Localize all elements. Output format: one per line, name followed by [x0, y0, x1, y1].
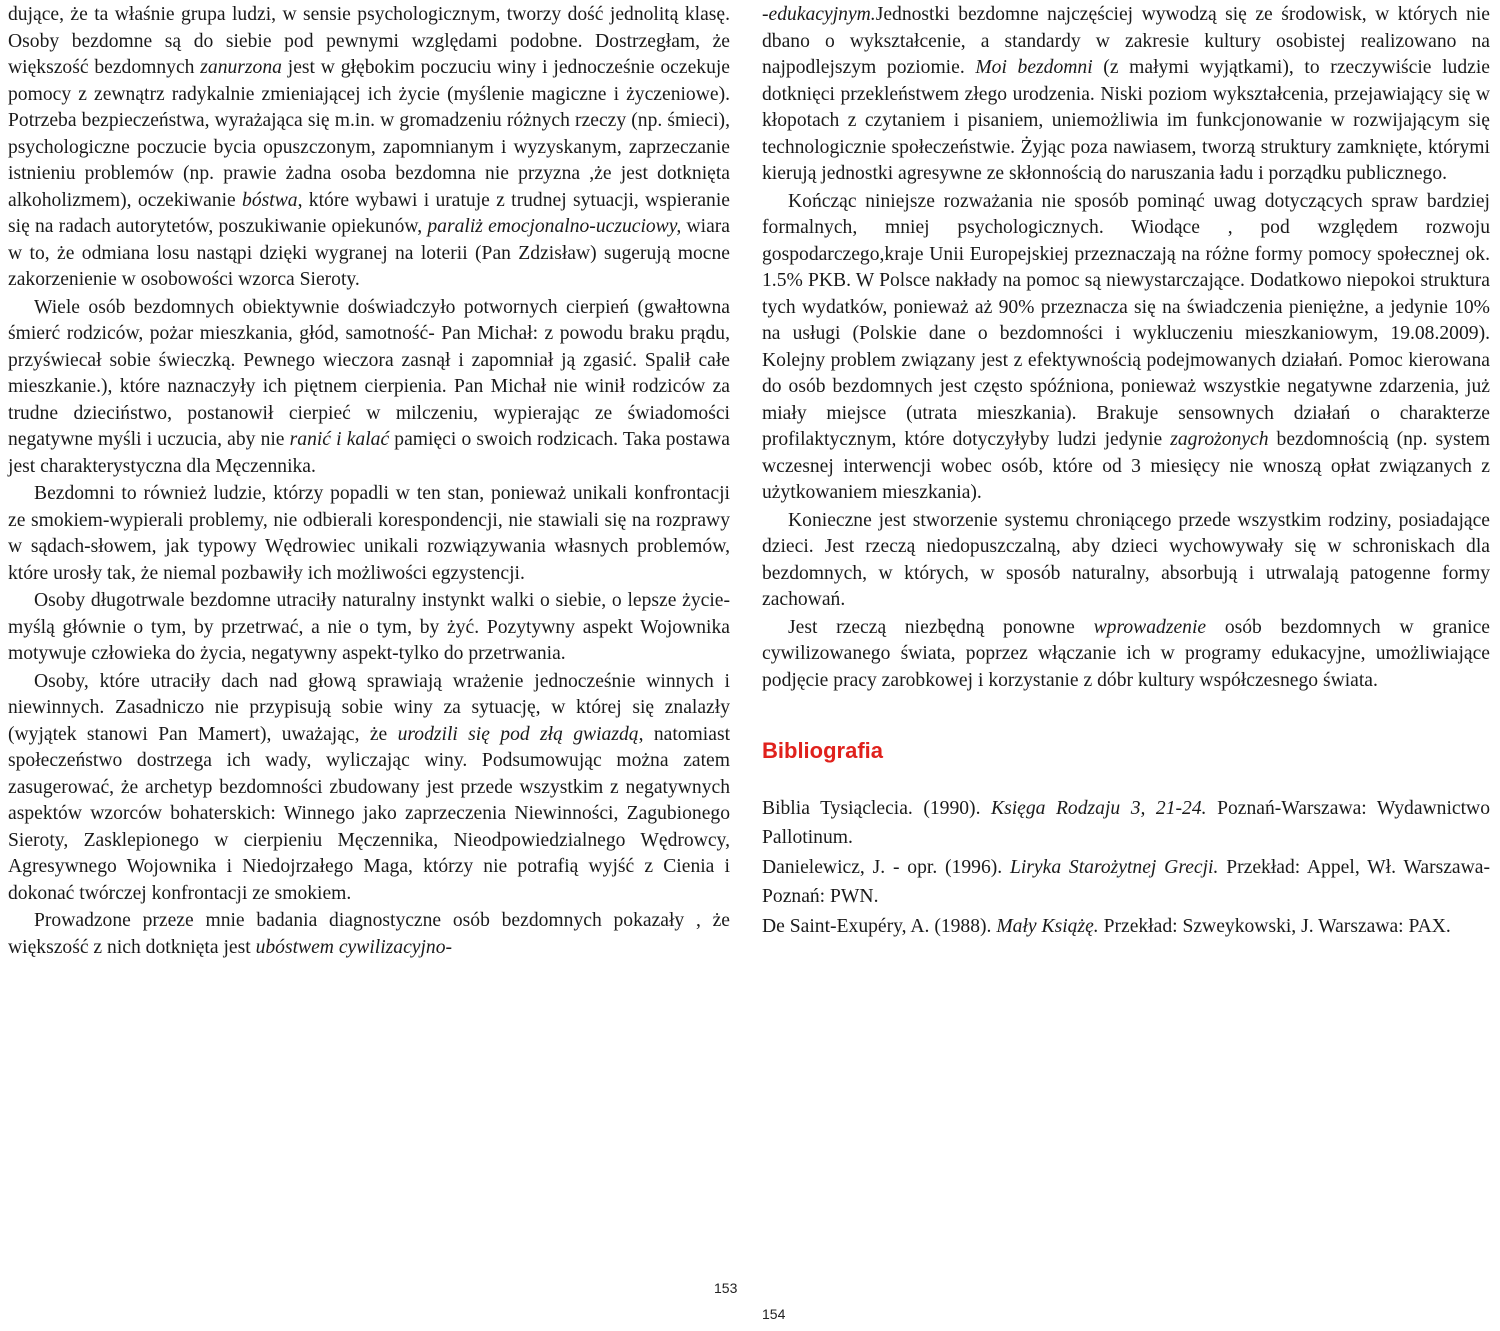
text-run: Bezdomni to również ludzie, którzy popadli w ten stan, ponieważ unikali konfrontacji ze smokiem-wypierali problemy, nie odbierali korespondencji, nie stawiali się na rozprawy w sądach-słowem, jak typowy Wędrowiec unikali rozwiązywania własnych problemów, które urosły tak, że niemal pozbawiły ich możliwości egzystencji. — [8, 483, 730, 584]
text-run: Kończąc niniejsze rozważania nie sposób pominąć uwag dotyczących spraw bardziej formalnych, mniej psychologicznych. Wiodące , pod względem rozwoju gospodarczego,kraje Unii Europejskiej przeznaczają na różne formy pomocy społecznej ok. 1.5% PKB. W Polsce nakłady na pomoc są niewystarczające. Dodatkowo niepokoi struktura tych wydatków, ponieważ aż 90% przeznacza się na świadczenia pieniężne, a jedynie 10% na usługi (Polskie dane o bezdomności i wykluczeniu mieszkaniowym, 19.08.2009). Kolejny problem związany jest z efektywnością podejmowanych działań. Pomoc kierowana do osób bezdomnych jest często spóźniona, ponieważ wszystkie negatywne zdarzenia, już miały miejsce (utrata mieszkania). Brakuje sensownych działań o charakterze profilaktycznym, które dotyczyłyby ludzi jedynie — [762, 190, 1490, 450]
text-run: (z małymi wyjątkami), to rzeczywiście ludzie dotknięci przekleństwem złego urodzenia. Niski poziom wykształcenia, przejawiający się w kłopotach z czytaniem i pisaniem, uniemożliwia im funkcjonowanie w rozwijającym się technologicznie społeczeństwie. Żyjąc poza nawiasem, tworzą struktury zamknięte, którymi kierują jednostki agresywne ze skłonnością do naruszania ładu i porządku publicznego. — [762, 57, 1490, 184]
text-run: Jest rzeczą niezbędną ponowne — [788, 616, 1094, 638]
text-run: dujące, że ta właśnie grupa ludzi, w sensie psychologicznym, tworzy dość jednolitą klasę. Osoby bezdomne są do siebie pod pewnymi względami podobne. Dostrzegłam, że większość bezdomnych — [8, 4, 730, 78]
bibliography-entry — [762, 912, 1490, 941]
paragraph — [762, 508, 1490, 614]
paragraph — [8, 481, 730, 587]
bibliography-list — [762, 794, 1490, 941]
text-run: Prowadzone przeze mnie badania diagnostyczne osób bezdomnych pokazały , że większość z nich dotknięta jest — [8, 910, 730, 958]
text-run: bezdomnością (np. system wczesnej interwencji wobec osób, które od 3 miesięcy nie wnoszą opłat związanych z użytkowaniem mieszkania). — [762, 429, 1490, 503]
text-run: Danielewicz, J. - opr. (1996). — [762, 857, 1010, 878]
text-run: Przekład: Szweykowski, J. Warszawa: PAX. — [1098, 916, 1451, 937]
paragraph — [8, 295, 730, 481]
italic-text: Księga Rodzaju 3, 21-24. — [991, 798, 1207, 819]
text-run: pamięci o swoich rodzicach. Taka postawa jest charakterystyczna dla Męczennika. — [8, 429, 730, 477]
italic-text: Liryka Starożytnej Grecji. — [1009, 857, 1219, 878]
italic-text: paraliż emocjonalno-uczuciowy, — [427, 216, 682, 237]
text-run: Jednostki bezdomne najczęściej wywodzą się ze środowisk, w których nie dbano o wykształcenie, a standardy w zakresie kultury osobistej realizowano na najpodlejszym poziomie. — [762, 4, 1490, 78]
right-page-text — [762, 2, 1490, 941]
page-number-left: 153 — [714, 1280, 738, 1296]
left-page-text — [8, 2, 730, 961]
text-run: , natomiast społeczeństwo dostrzega ich wady, wyliczając winy. Podsumowując można zatem zasugerować, że archetyp bezdomności zbudowany jest przede wszystkim z negatywnych aspektów wzorców bohaterskich: Winnego jako zaprzeczenia Niewinności, Zagubionego Sieroty, Zasklepionego w cierpieniu Męczennika, Nieodpowiedzialnego Wędrowcy, Agresywnego Wojownika i Niedojrzałego Maga, którzy nie potrafią wyjść z Cienia i dokonać twórczej konfrontacji ze smokiem. — [8, 723, 731, 904]
paragraph — [8, 908, 730, 961]
text-run: osób bezdomnych w granice cywilizowanego świata, poprzez włączanie ich w programy edukacyjne, umożliwiające podjęcie pracy zarobkowej i korzystanie z dóbr kultury współczesnego świata. — [762, 616, 1490, 691]
italic-text: zanurzona — [200, 57, 282, 78]
italic-text: wprowadzenie — [1093, 616, 1207, 638]
italic-text: ranić i kalać — [289, 429, 390, 450]
paragraph — [762, 2, 1490, 188]
text-run: Osoby, które utraciły dach nad głową sprawiają wrażenie jednocześnie winnych i niewinnych. Zasadniczo nie przypisują sobie winy za sytuację, w której się znalazły (wyjątek stanowi Pan Mamert), uważając, że — [8, 670, 730, 745]
paragraph — [8, 2, 730, 294]
paragraph — [8, 588, 730, 668]
bibliography-entry — [762, 794, 1490, 852]
paragraph — [8, 669, 730, 908]
bibliography-entry — [762, 853, 1490, 911]
text-run: , które wybawi i uratuje z trudnej sytuacji, wspieranie się na radach autorytetów, poszukiwanie opiekunów, — [8, 189, 730, 237]
paragraph — [762, 615, 1490, 695]
page-number-right: 154 — [762, 1306, 786, 1322]
text-run: wiara w to, że odmiana losu nastąpi dzięki wygranej na loterii (Pan Zdzisław) sugerują mocne zakorzenienie w osobowości wzorca Sieroty. — [8, 216, 730, 290]
italic-text: bóstwa — [242, 189, 298, 211]
right-page-paragraphs — [762, 2, 1490, 694]
text-run: Przekład: Appel, Wł. Warszawa-Poznań: PWN. — [762, 857, 1490, 907]
text-run: Poznań-Warszawa: Wydawnictwo Pallotinum. — [762, 798, 1490, 848]
bibliography-heading: Bibliografia — [762, 738, 884, 763]
text-run: Biblia Tysiąclecia. (1990). — [762, 798, 991, 819]
paragraph — [762, 189, 1490, 507]
italic-text: zagrożonych — [1170, 429, 1269, 450]
italic-text: urodzili się pod złą gwiazdą — [397, 723, 639, 745]
text-run: Wiele osób bezdomnych obiektywnie doświadczyło potwornych cierpień (gwałtowna śmierć rodziców, pożar mieszkania, głód, samotność- Pan Michał: z powodu braku prądu, przyświecał sobie świeczką. Pewnego wieczora zasnął i zapomniał ją zgasić. Spalił całe mieszkanie.), które naznaczyły ich piętnem cierpienia. Pan Michał nie winił rodziców za trudne dzieciństwo, postanowił cierpieć w milczeniu, wypierając ze świadomości negatywne myśli i uczucia, aby nie — [8, 296, 730, 450]
text-run: Osoby długotrwale bezdomne utraciły naturalny instynkt walki o siebie, o lepsze życie- myślą głównie o tym, by przetrwać, a nie o tym, by żyć. Pozytywny aspekt Wojownika motywuje człowieka do życia, negatywny aspekt-tylko do przetrwania. — [8, 590, 730, 664]
italic-text: ubóstwem cywilizacyjno- — [255, 936, 453, 958]
italic-text: -edukacyjnym. — [762, 4, 876, 25]
text-run: jest w głębokim poczuciu winy i jednocześnie oczekuje pomocy z zewnątrz radykalnie zmieniającej ich życie (myślenie magiczne i życzeniowe). Potrzeba bezpieczeństwa, wyrażająca się m.in. w gromadzeniu różnych rzeczy (np. śmieci), psychologiczne poczucie bycia opuszczonym, zapomnianym i wyzyskanym, zaprzeczanie istnieniu problemów (np. prawie żadna osoba bezdomna nie przyzna ,że jest dotknięta alkoholizmem), oczekiwanie — [8, 57, 731, 211]
italic-text: Moi bezdomni — [975, 57, 1093, 78]
text-run: De Saint-Exupéry, A. (1988). — [762, 916, 997, 937]
text-run: Konieczne jest stworzenie systemu chroniącego przede wszystkim rodziny, posiadające dzieci. Jest rzeczą niedopuszczalną, aby dzieci wychowywały się w schroniskach dla bezdomnych, w których, w sposób naturalny, absorbują i utrwalają patogenne formy zachowań. — [762, 509, 1490, 610]
italic-text: Mały Książę. — [996, 916, 1099, 937]
